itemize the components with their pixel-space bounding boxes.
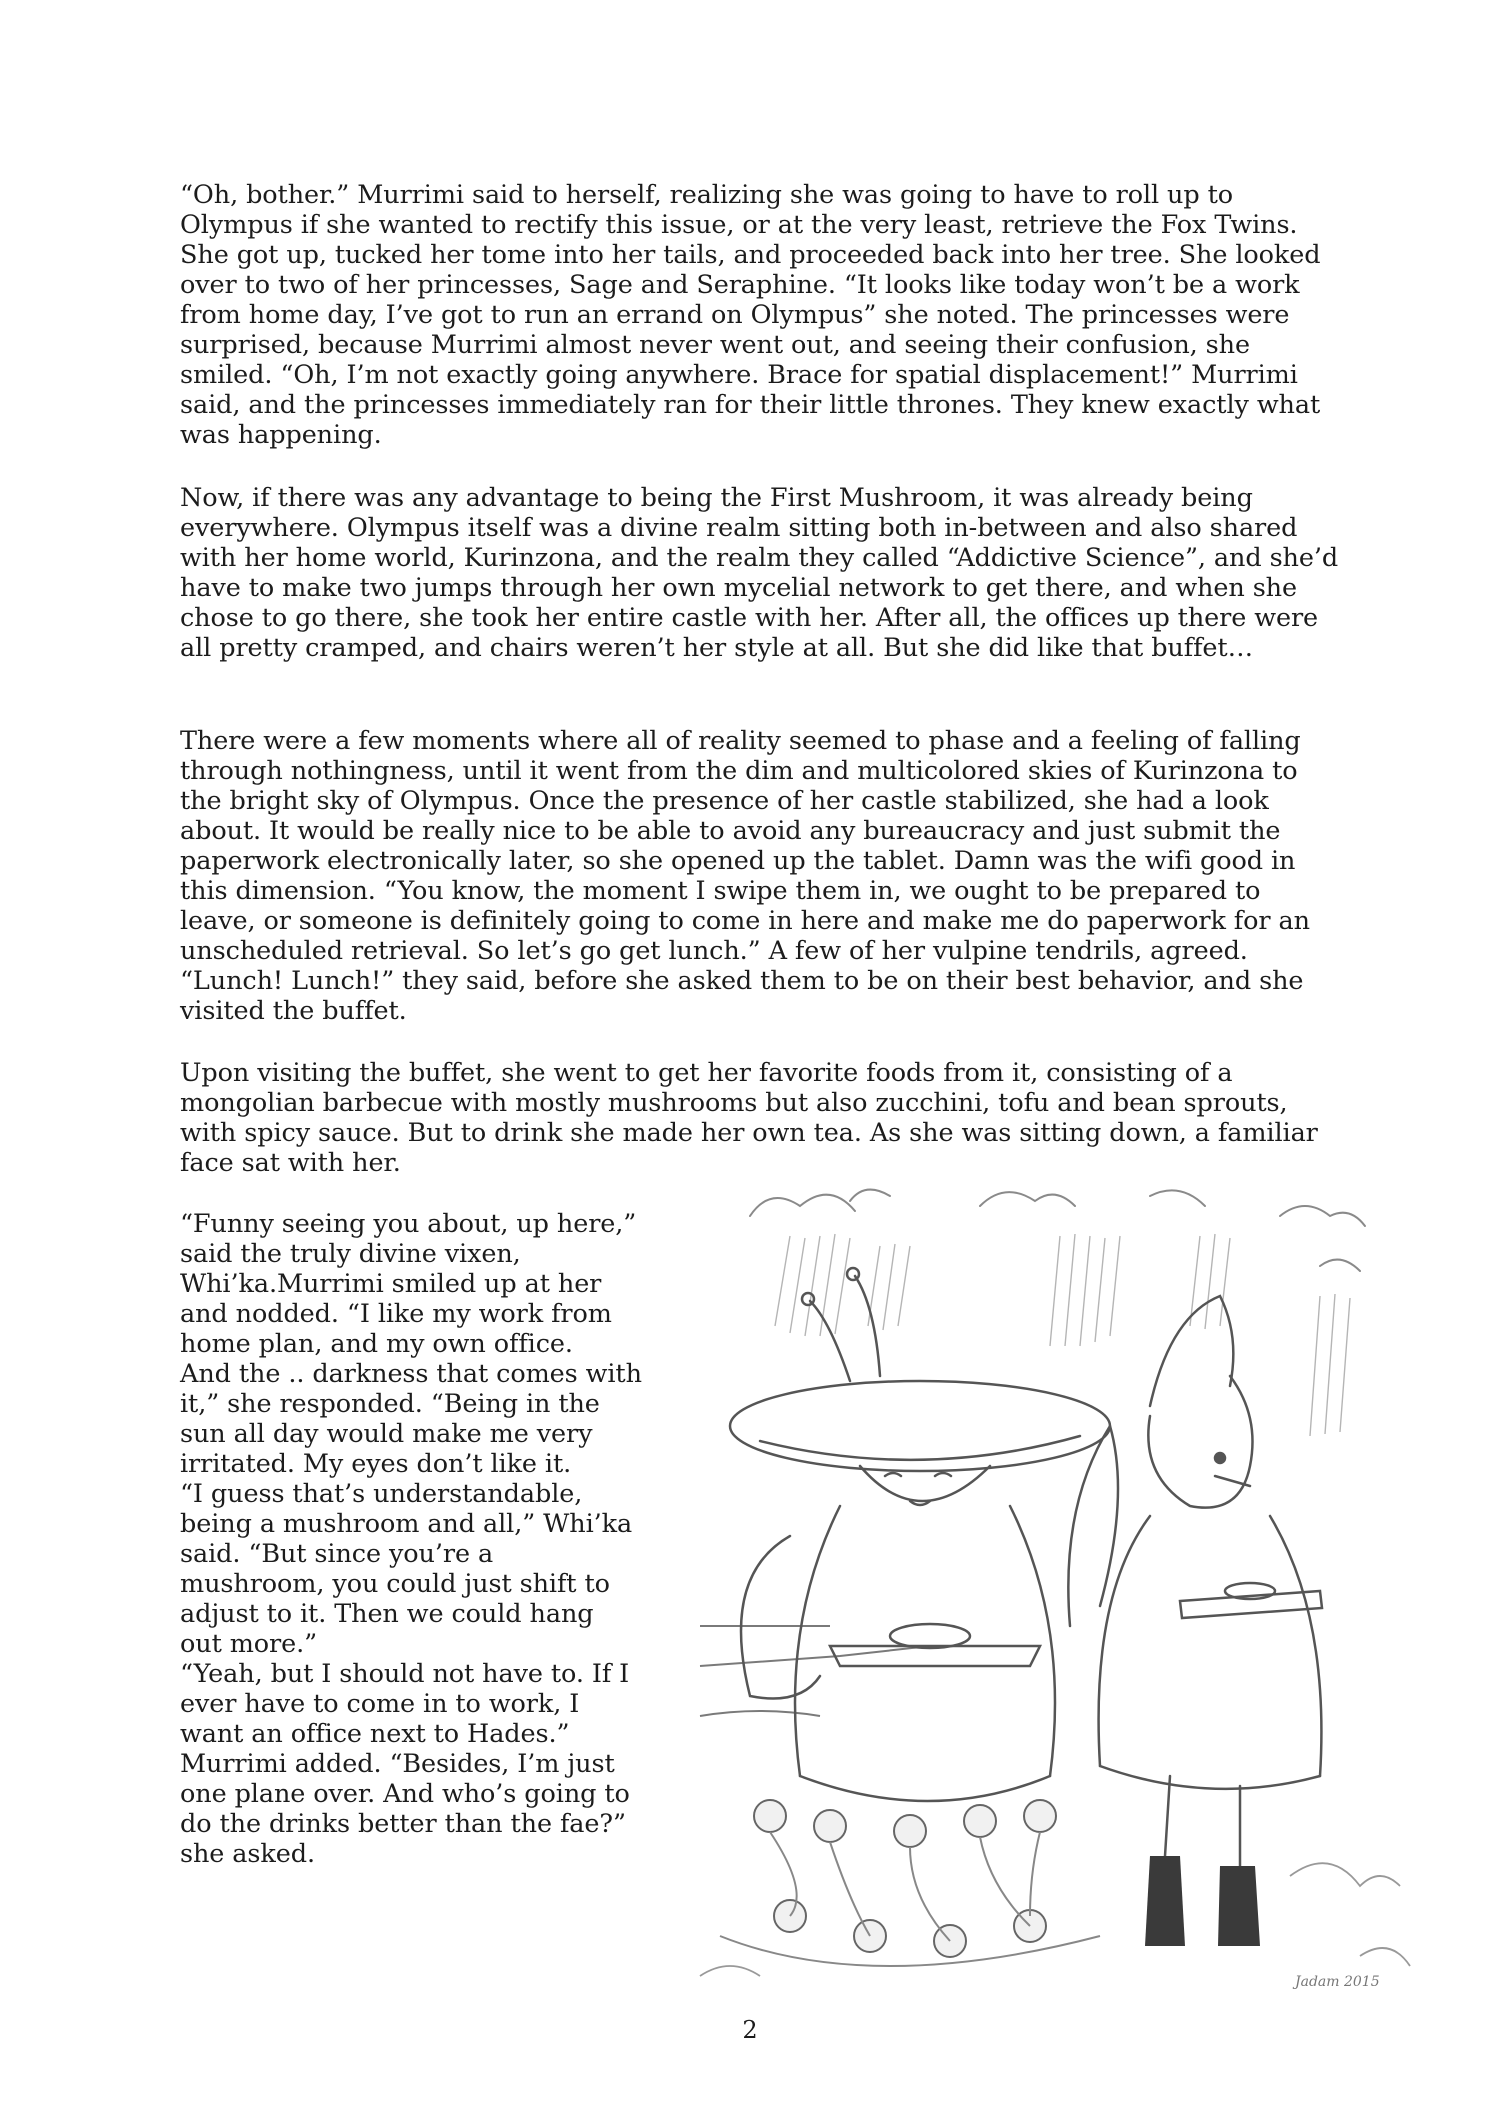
column-line: Whi’ka.Murrimi smiled up at her — [180, 1269, 602, 1299]
column-line: out more.” — [180, 1629, 318, 1659]
paragraph-2: Now, if there was any advantage to being the First Mushroom, it was already being everywhere. Olympus itself was a divine realm sitting both in-between and also shared with her home world, Kurinzona, and the realm they called “Addictive Science”, and she’d have to make two jumps through her own mycelial network to get there, and when she chose to go there, she took her entire castle with her. After all, the offices up there were all pretty cramped, and chairs weren’t her style at all. But she did like that buffet… — [180, 483, 1339, 663]
column-line: one plane over. And who’s going to — [180, 1779, 630, 1809]
dialogue-column — [180, 1209, 672, 1869]
column-line: Murrimi added. “Besides, I’m just — [180, 1749, 615, 1779]
column-line: want an office next to Hades.” — [180, 1719, 570, 1749]
column-line: And the .. darkness that comes with — [180, 1359, 642, 1389]
paragraph-1: “Oh, bother.” Murrimi said to herself, realizing she was going to have to roll up to Olympus if she wanted to rectify this issue, or at the very least, retrieve the Fox Twins. She got up, tucked her tome into her tails, and proceeded back into her tree. She looked over to two of her princesses, Sage and Seraphine. “It looks like today won’t be a work from home day, I’ve got to run an errand on Olympus” she noted. The princesses were surprised, because Murrimi almost never went out, and seeing their confusion, she smiled. “Oh, I’m not exactly going anywhere. Brace for spatial displacement!” Murrimi said, and the princesses immediately ran for their little thrones. They knew exactly what was happening. — [180, 180, 1321, 450]
column-line: “Yeah, but I should not have to. If I — [180, 1659, 630, 1689]
column-line: “I guess that’s understandable, — [180, 1479, 583, 1509]
column-line: adjust to it. Then we could hang — [180, 1599, 594, 1629]
column-line: home plan, and my own office. — [180, 1329, 573, 1359]
column-line: and nodded. “I like my work from — [180, 1299, 612, 1329]
column-line: sun all day would make me very — [180, 1419, 593, 1449]
column-line: “Funny seeing you about, up here,” — [180, 1209, 637, 1239]
pencil-sketch-illustration — [680, 1176, 1430, 2011]
column-line: it,” she responded. “Being in the — [180, 1389, 600, 1419]
page-number: 2 — [742, 2016, 758, 2044]
column-line: ever have to come in to work, I — [180, 1689, 580, 1719]
paragraph-3: There were a few moments where all of reality seemed to phase and a feeling of falling through nothingness, until it went from the dim and multicolored skies of Kurinzona to the bright sky of Olympus. Once the presence of her castle stabilized, she had a look about. It would be really nice to be able to avoid any bureaucracy and just submit the paperwork electronically later, so she opened up the tablet. Damn was the wifi good in this dimension. “You know, the moment I swipe them in, we ought to be prepared to leave, or someone is definitely going to come in here and make me do paperwork for an unscheduled retrieval. So let’s go get lunch.” A few of her vulpine tendrils, agreed. “Lunch! Lunch!” they said, before she asked them to be on their best behavior, and she visited the buffet. — [180, 726, 1310, 1026]
column-line: mushroom, you could just shift to — [180, 1569, 610, 1599]
column-line: she asked. — [180, 1839, 315, 1869]
column-line: said. “But since you’re a — [180, 1539, 494, 1569]
column-line: irritated. My eyes don’t like it. — [180, 1449, 572, 1479]
column-line: being a mushroom and all,” Whi’ka — [180, 1509, 633, 1539]
column-line: said the truly divine vixen, — [180, 1239, 521, 1269]
column-line: do the drinks better than the fae?” — [180, 1809, 626, 1839]
paragraph-4: Upon visiting the buffet, she went to get her favorite foods from it, consisting of a mongolian barbecue with mostly mushrooms but also zucchini, tofu and bean sprouts, with spicy sauce. But to drink she made her own tea. As she was sitting down, a familiar face sat with her. — [180, 1058, 1318, 1178]
artist-signature: Jadam 2015 — [1295, 1974, 1380, 1990]
